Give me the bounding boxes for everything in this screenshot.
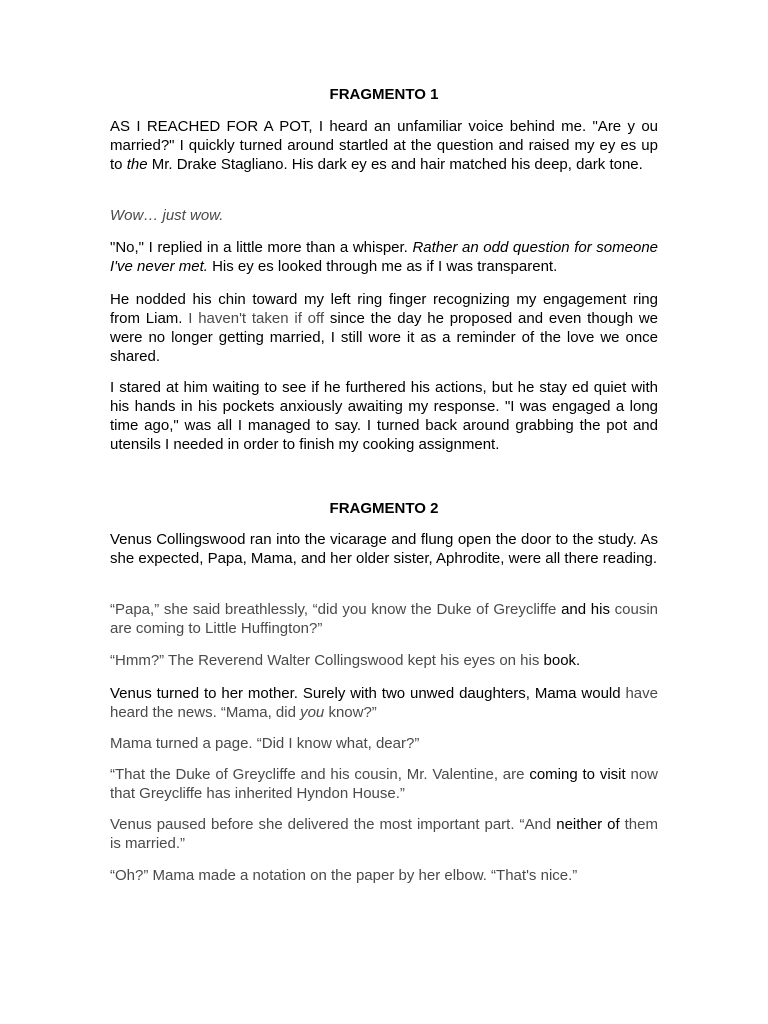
- fragment-2-paragraph-1: Venus Collingswood ran into the vicarage and flung open the door to the study. As she expected, Papa, Mama, and her older sister, Aphrodite, were all there reading.: [110, 531, 658, 567]
- grey-text: Venus paused before she delivered the most important part. “And: [110, 816, 552, 833]
- paragraph-text: since the day he proposed and even though we were no longer getting married, I still wore it as a reminder of the love we once shared.: [110, 310, 659, 365]
- italic-text: the: [126, 156, 148, 173]
- fragment-2-heading: FRAGMENTO 2: [329, 500, 439, 517]
- paragraph-text: neither of: [551, 816, 625, 833]
- grey-text: know?”: [324, 704, 377, 721]
- paragraph-text: Mr. Drake Stagliano. His dark ey es and hair matched his deep, dark tone.: [147, 156, 643, 173]
- grey-text: “Papa,” she said breathlessly, “did you know the Duke of Greycliffe: [110, 601, 557, 618]
- grey-text: “That the Duke of Greycliffe and his cousin, Mr. Valentine, are: [110, 766, 525, 783]
- fragment-1-paragraph-3: [110, 238, 658, 276]
- fragment-1-paragraph-2: Wow… just wow.: [110, 207, 224, 224]
- paragraph-text: book.: [539, 652, 581, 669]
- paragraph-text: His ey es looked through me as if I was transparent.: [207, 258, 558, 275]
- grey-text: now that Greycliffe has inherited Hyndon House.”: [110, 766, 659, 802]
- fragment-2-paragraph-2: [110, 600, 658, 638]
- paragraph-text: Venus turned to her mother. Surely with two unwed daughters, Mama would: [110, 685, 626, 702]
- paragraph-text: "No," I replied in a little more than a whisper.: [110, 239, 413, 256]
- grey-text: them is married.”: [110, 816, 658, 852]
- fragment-2-paragraph-7: [110, 815, 658, 853]
- fragment-2-paragraph-8: “Oh?” Mama made a notation on the paper by her elbow. “That's nice.”: [110, 867, 578, 884]
- paragraph-text: AS I REACHED FOR A POT, I heard an unfamiliar voice behind me. "Are y ou married?" I quickly turned around startled at the question and raised my ey es up to: [110, 118, 658, 173]
- paragraph-text: He nodded his chin toward my left ring finger recognizing my engagement ring from Liam.: [110, 291, 658, 327]
- fragment-1-paragraph-5: I stared at him waiting to see if he furthered his actions, but he stay ed quiet with his hands in his pockets anxiously awaiting my response. "I was engaged a long time ago," was all I managed to say. I turned back around grabbing the pot and utensils I needed in order to finish my cooking assignment.: [110, 379, 658, 453]
- grey-text: “Hmm?” The Reverend Walter Collingswood kept his eyes on his: [110, 652, 540, 669]
- grey-text: have heard the news. “Mama, did: [110, 685, 658, 721]
- fragment-2-paragraph-6: [110, 765, 658, 803]
- fragment-1-heading: FRAGMENTO 1: [329, 86, 439, 103]
- fragment-1-paragraph-1: [110, 117, 658, 174]
- italic-text: Rather an odd question for someone I've never met.: [110, 239, 658, 275]
- grey-text: I haven't taken if off: [188, 310, 325, 327]
- fragment-2-paragraph-3: [110, 651, 658, 670]
- fragment-1-paragraph-4: [110, 290, 658, 366]
- grey-text: cousin are coming to Little Huffington?”: [110, 601, 658, 637]
- italic-text: you: [300, 704, 325, 721]
- paragraph-text: and his: [556, 601, 615, 618]
- fragment-2-paragraph-5: Mama turned a page. “Did I know what, dear?”: [110, 735, 420, 752]
- fragment-2-paragraph-4: [110, 684, 658, 722]
- paragraph-text: coming to visit: [524, 766, 631, 783]
